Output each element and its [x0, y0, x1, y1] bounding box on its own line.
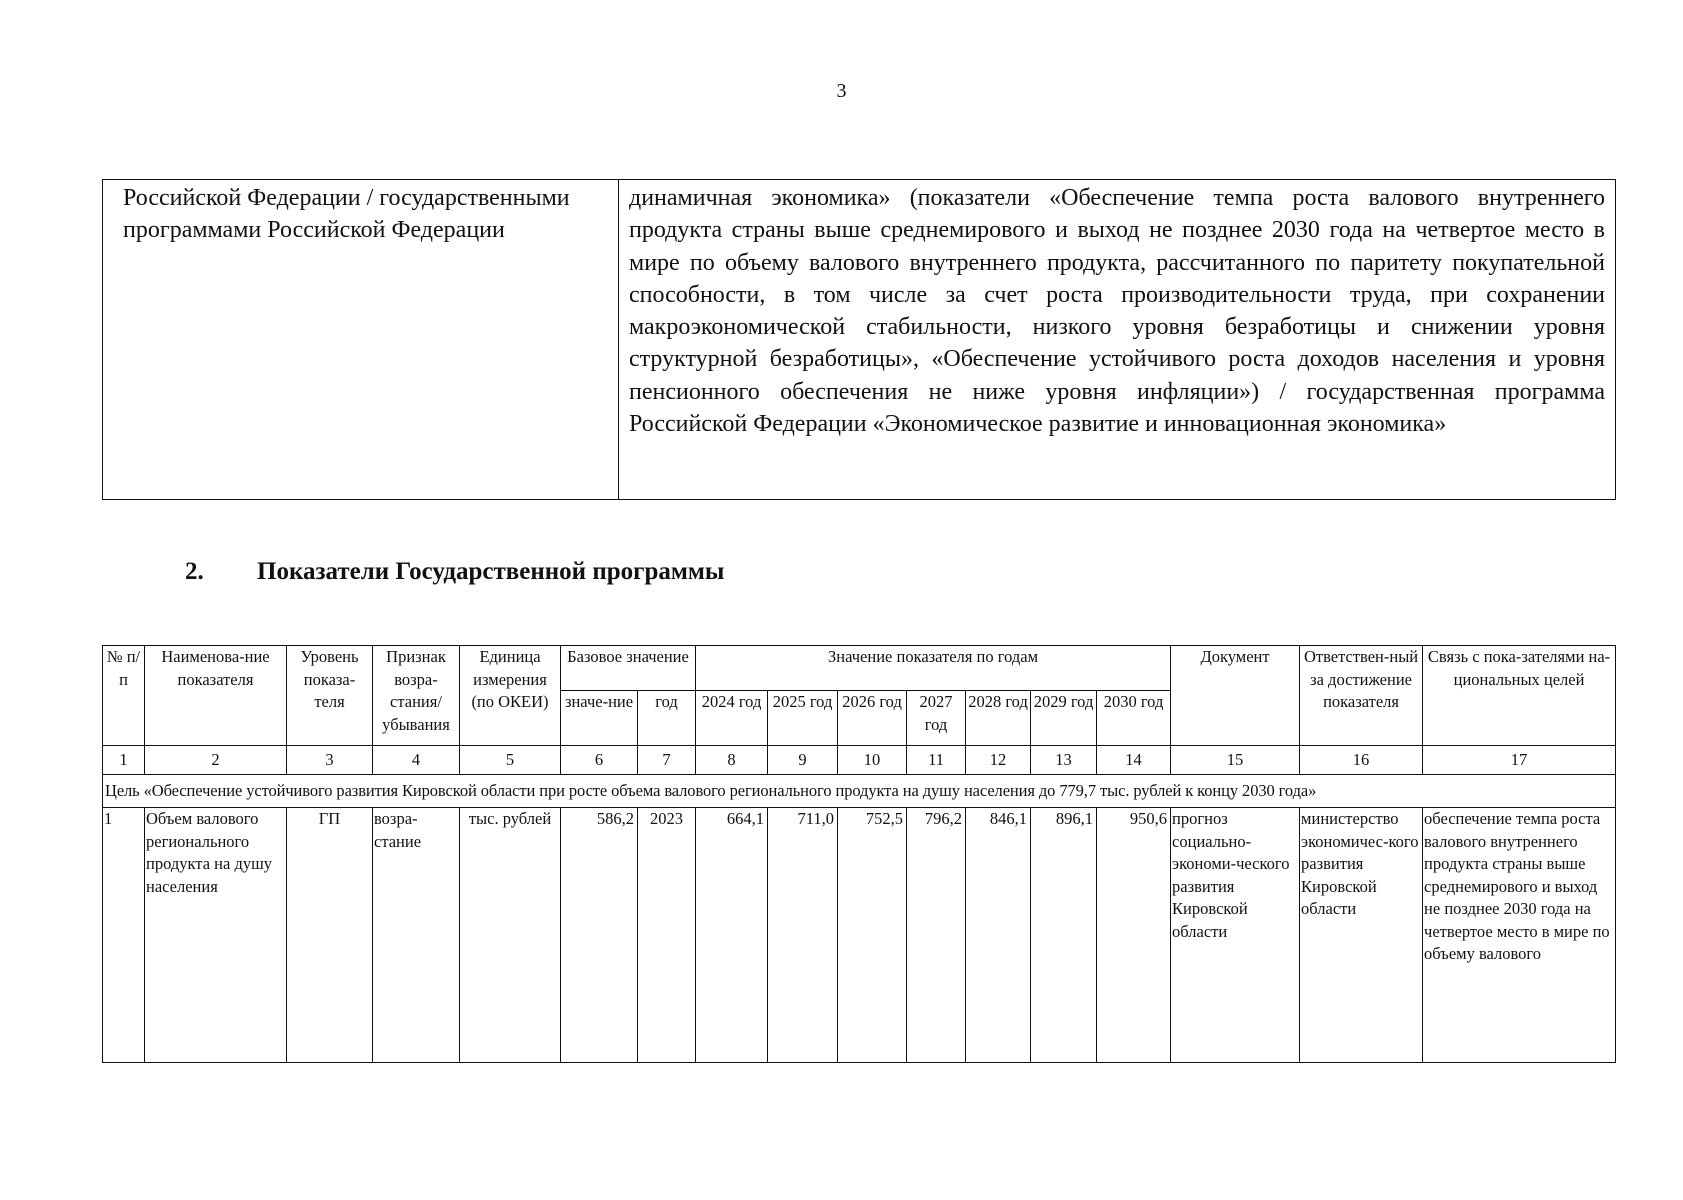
- column-number: 17: [1423, 746, 1616, 775]
- national-goals-row: [103, 180, 1616, 500]
- row-sign: возра-стание: [373, 808, 460, 1063]
- goal-row: [103, 775, 1616, 808]
- header-sign: Признак возра-стания/ убывания: [373, 646, 460, 746]
- section-title: Показатели Государственной программы: [257, 558, 725, 585]
- section-heading: [185, 558, 724, 586]
- row-document: прогноз социально-экономи-ческого развития Кировской области: [1171, 808, 1300, 1063]
- row-value-2030: 950,6: [1097, 808, 1171, 1063]
- header-document: Документ: [1171, 646, 1300, 746]
- header-num: № п/п: [103, 646, 145, 746]
- column-number: 14: [1097, 746, 1171, 775]
- row-level: ГП: [287, 808, 373, 1063]
- row-name: Объем валового регионального продукта на душу населения: [145, 808, 287, 1063]
- column-number: 8: [696, 746, 768, 775]
- row-value-2029: 896,1: [1031, 808, 1097, 1063]
- column-number: 12: [966, 746, 1031, 775]
- national-goals-label-cell: Российской Федерации / государственными программами Российской Федерации: [103, 180, 619, 500]
- header-year-2030: 2030 год: [1097, 691, 1171, 746]
- indicators-table: [102, 645, 1616, 1063]
- national-goals-text-cell: динамичная экономика» (показатели «Обеспечение темпа роста валового внутреннего продукта страны выше среднемирового и выход не позднее 2030 года на четвертое место в мире по объему валового внутреннего продукта, рассчитанного по паритету покупательной способности, в том числе за счет роста производительности труда, при сохранении макроэкономической стабильности, низкого уровня безработицы и снижении уровня структурной безработицы», «Обеспечение устойчивого роста доходов населения и уровня пенсионного обеспечения не ниже уровня инфляции») / государственная программа Российской Федерации «Экономическое развитие и инновационная экономика»: [619, 180, 1616, 500]
- header-responsible: Ответствен-ный за достижение показателя: [1300, 646, 1423, 746]
- header-unit: Единица измерения (по ОКЕИ): [460, 646, 561, 746]
- header-year-2029: 2029 год: [1031, 691, 1097, 746]
- column-number: 11: [907, 746, 966, 775]
- column-number: 6: [561, 746, 638, 775]
- column-number: 4: [373, 746, 460, 775]
- header-years-group: Значение показателя по годам: [696, 646, 1171, 691]
- national-goals-table: [102, 179, 1616, 500]
- header-name: Наименова-ние показателя: [145, 646, 287, 746]
- header-year-2024: 2024 год: [696, 691, 768, 746]
- header-year-2028: 2028 год: [966, 691, 1031, 746]
- row-base-year: 2023: [638, 808, 696, 1063]
- column-number: 9: [768, 746, 838, 775]
- column-number: 2: [145, 746, 287, 775]
- row-value-2027: 796,2: [907, 808, 966, 1063]
- header-base-year: год: [638, 691, 696, 746]
- row-value-2024: 664,1: [696, 808, 768, 1063]
- row-unit: тыс. рублей: [460, 808, 561, 1063]
- header-level: Уровень показа-теля: [287, 646, 373, 746]
- column-number: 13: [1031, 746, 1097, 775]
- column-number: 15: [1171, 746, 1300, 775]
- header-row-top: [103, 646, 1616, 691]
- column-number: 5: [460, 746, 561, 775]
- header-link: Связь с пока-зателями на-циональных целей: [1423, 646, 1616, 746]
- column-number: 10: [838, 746, 907, 775]
- column-number-row: [103, 746, 1616, 775]
- table-row: [103, 808, 1616, 1063]
- column-number: 3: [287, 746, 373, 775]
- column-number: 16: [1300, 746, 1423, 775]
- column-number: 7: [638, 746, 696, 775]
- page-number: 3: [836, 80, 847, 102]
- header-base-value: значе-ние: [561, 691, 638, 746]
- goal-text: Цель «Обеспечение устойчивого развития Кировской области при росте объема валового регионального продукта на душу населения до 779,7 тыс. рублей к концу 2030 года»: [103, 775, 1616, 808]
- column-number: 1: [103, 746, 145, 775]
- row-value-2025: 711,0: [768, 808, 838, 1063]
- row-link: обеспечение темпа роста валового внутреннего продукта страны выше среднемирового и выход не позднее 2030 года на четвертое место в мире по объему валового: [1423, 808, 1616, 1063]
- row-base-value: 586,2: [561, 808, 638, 1063]
- header-year-2027: 2027 год: [907, 691, 966, 746]
- header-base: Базовое значение: [561, 646, 696, 691]
- header-year-2026: 2026 год: [838, 691, 907, 746]
- row-value-2026: 752,5: [838, 808, 907, 1063]
- row-num: 1: [103, 808, 145, 1063]
- row-value-2028: 846,1: [966, 808, 1031, 1063]
- header-year-2025: 2025 год: [768, 691, 838, 746]
- row-responsible: министерство экономичес-кого развития Кировской области: [1300, 808, 1423, 1063]
- section-number: 2.: [185, 558, 204, 585]
